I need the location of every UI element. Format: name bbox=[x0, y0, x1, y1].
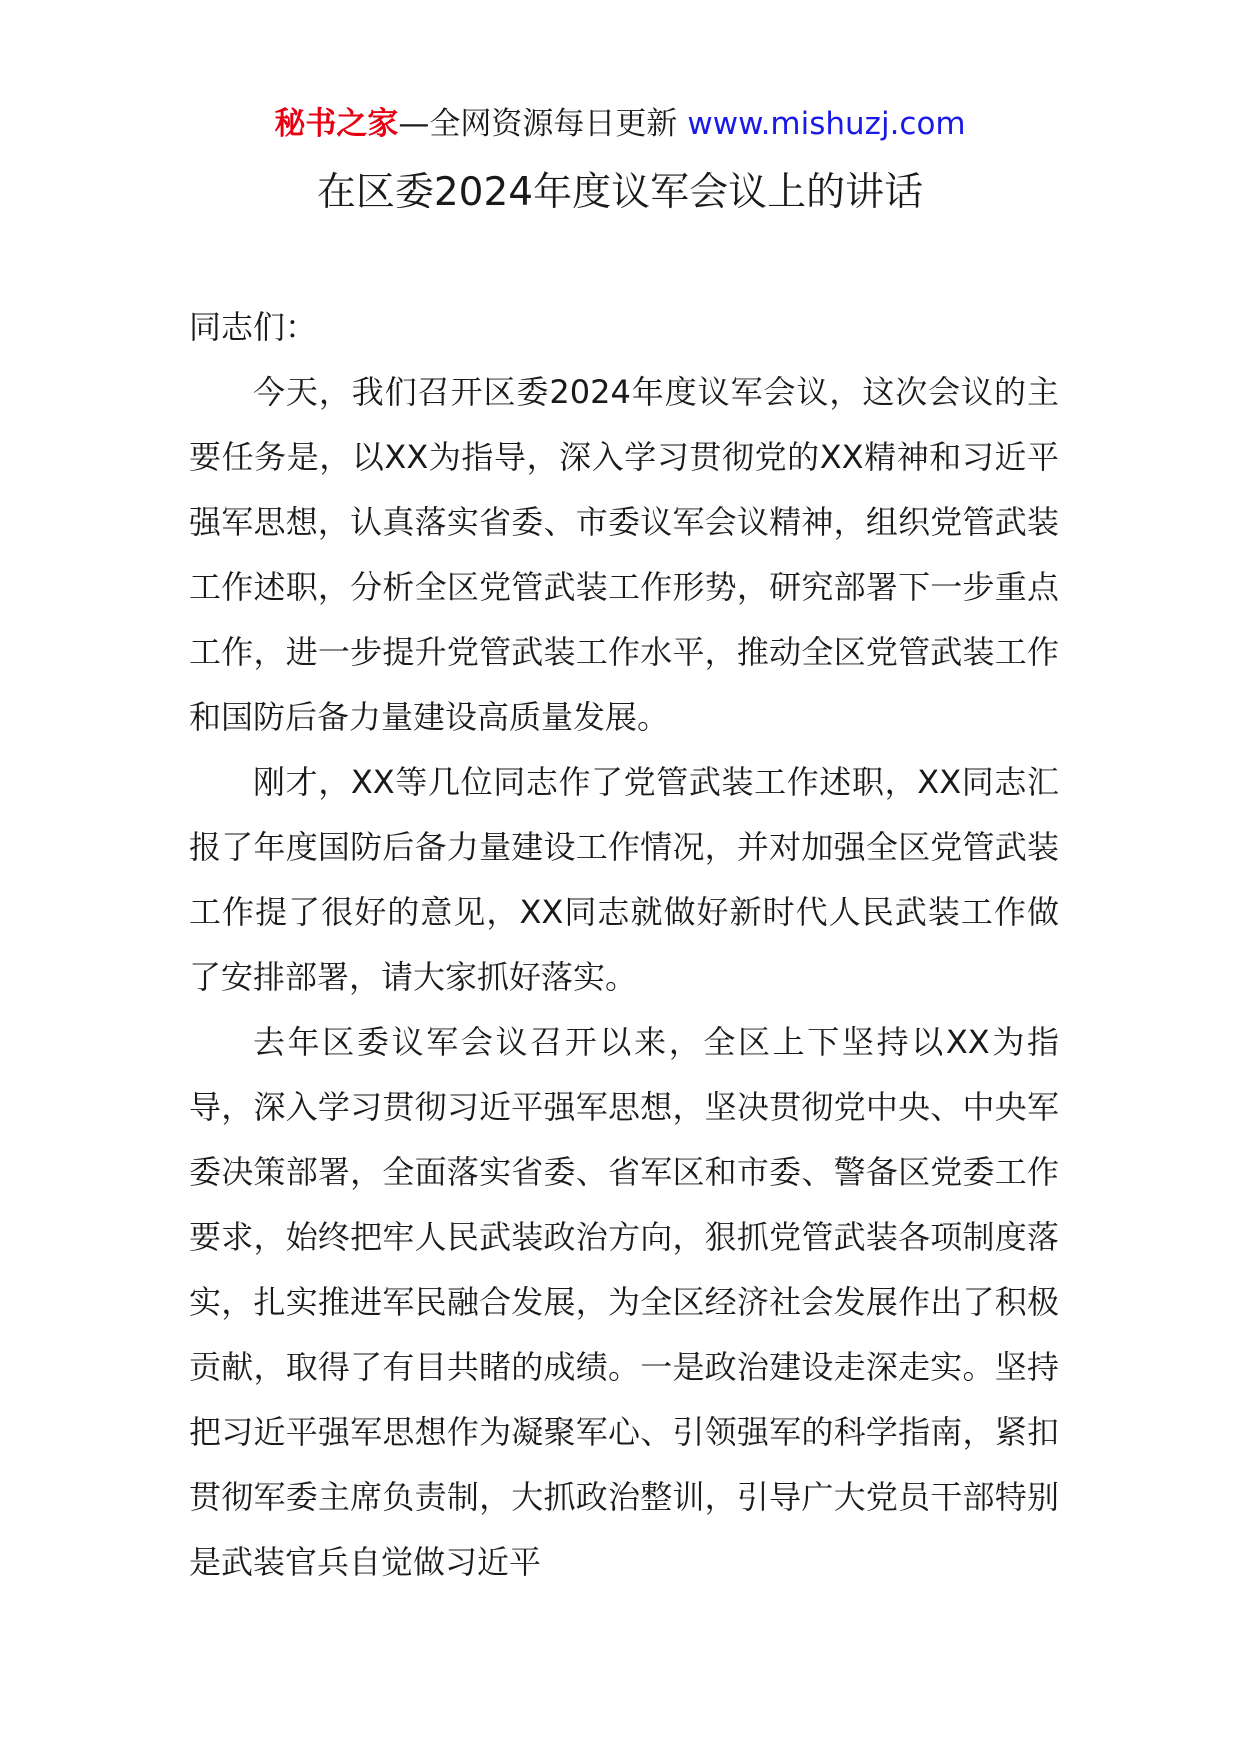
paragraph-achievements: 去年区委议军会议召开以来，全区上下坚持以XX为指导，深入学习贯彻习近平强军思想，坚决贯彻党中央、中央军委决策部署，全面落实省委、省军区和市委、警备区党委工作要求，始终把牢人民武装政治方向，狠抓党管武装各项制度落实，扎实推进军民融合发展，为全区经济社会发展作出了积极贡献，取得了有目共睹的成绩。一是政治建设走深走实。坚持把习近平强军思想作为凝聚军心、引领强军的科学指南，紧扣贯彻军委主席负责制，大抓政治整训，引导广大党员干部特别是武装官兵自觉做习近平 bbox=[189, 1023, 1059, 1581]
document-title: 在区委2024年度议军会议上的讲话 bbox=[316, 170, 924, 215]
salutation: 同志们： bbox=[189, 308, 318, 346]
site-header bbox=[0, 104, 1240, 144]
site-brand: 秘书之家 bbox=[274, 106, 399, 142]
paragraph-opening: 今天，我们召开区委2024年度议军会议，这次会议的主要任务是，以XX为指导，深入学习贯彻党的XX精神和习近平强军思想，认真落实省委、市委议军会议精神，组织党管武装工作述职，分析全区党管武装工作形势，研究部署下一步重点工作，进一步提升党管武装工作水平，推动全区党管武装工作和国防后备力量建设高质量发展。 bbox=[189, 373, 1059, 736]
document-body bbox=[189, 295, 1059, 1595]
site-url-link[interactable]: www.mishuzj.com bbox=[687, 106, 966, 142]
paragraph-reports: 刚才，XX等几位同志作了党管武装工作述职，XX同志汇报了年度国防后备力量建设工作情况，并对加强全区党管武装工作提了很好的意见，XX同志就做好新时代人民武装工作做了安排部署，请大家抓好落实。 bbox=[189, 763, 1059, 996]
site-slogan: —全网资源每日更新 bbox=[398, 106, 678, 142]
